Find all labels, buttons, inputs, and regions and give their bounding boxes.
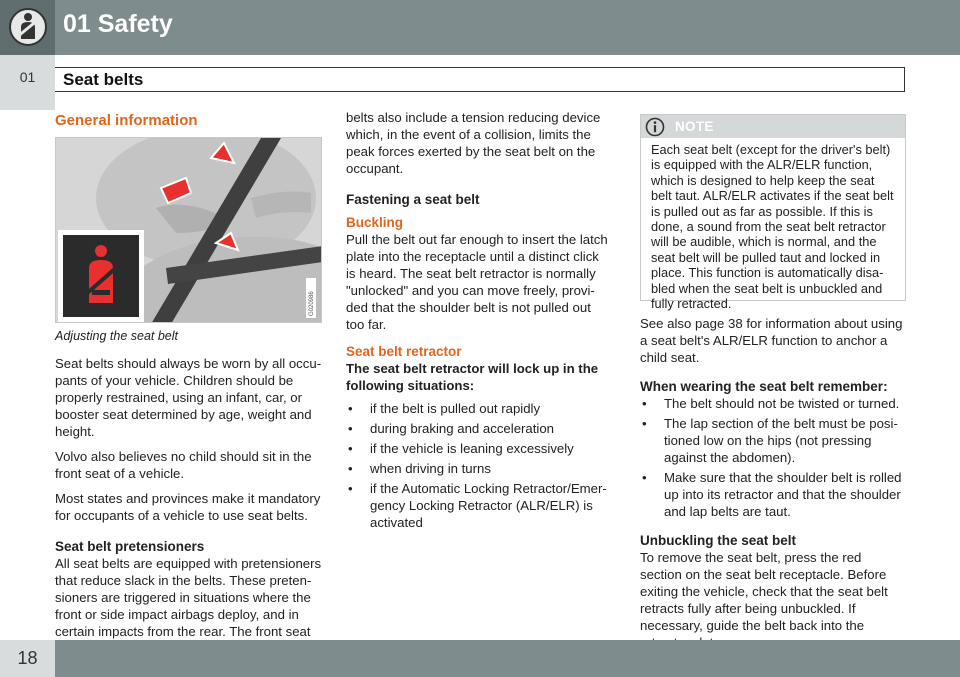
list-item: • The belt should not be twisted or turned. <box>640 395 906 412</box>
column-1 <box>55 112 325 648</box>
chapter-title: 01 Safety <box>63 10 173 38</box>
paragraph: To remove the seat belt, press the red section on the seat belt receptacle. Before exiting the vehicle, check that the seat belt retracts fully after being unbuckled. If necessary, guide the belt back into the <box>640 550 888 633</box>
chapter-number: 01 <box>19 69 36 85</box>
section-title: Seat belts <box>63 70 144 89</box>
page-number: 18 <box>17 648 38 668</box>
retractor-list <box>346 400 611 531</box>
bottom-bar <box>0 640 960 677</box>
section-bar <box>55 67 905 92</box>
paragraph: belts also include a tension reducing device which, in the event of a collision, limits the peak forces exerted by the seat belt on the occupant. <box>346 110 601 176</box>
paragraph: See also page 38 for information about using a seat belt's ALR/ELR function to anchor a child seat. <box>640 316 903 365</box>
seat-belt-figure <box>55 137 322 323</box>
note-label: NOTE <box>675 119 714 134</box>
safety-logo <box>0 0 55 55</box>
list-item: • Make sure that the shoulder belt is rolled up into its retractor and that the shoulder and lap belts are taut. <box>640 469 906 520</box>
retractor-heading: Seat belt retractor <box>346 344 462 359</box>
seat-belt-illustration <box>56 138 322 323</box>
unbuckling-heading: Unbuckling the seat belt <box>640 533 797 548</box>
figure-code: G020986 <box>309 291 315 316</box>
retractor-lead: The seat belt retractor will lock up in the following situations: <box>346 361 599 393</box>
buckling-heading: Buckling <box>346 215 404 230</box>
column-2 <box>346 109 611 534</box>
general-info-heading: General information <box>55 112 198 129</box>
note-box <box>640 114 906 312</box>
paragraph: Pull the belt out far enough to insert the latch plate into the receptacle until a distinct click is heard. The seat belt retractor is normally "unlocked" and you can move freely, provi-ded that the shoulder belt is not pulled out too far. <box>346 232 608 332</box>
list-item: • when driving in turns <box>346 460 611 477</box>
list-item: • if the vehicle is leaning excessively <box>346 440 611 457</box>
list-item: • The lap section of the belt must be posi-tioned low on the hips (not pressing against the abdomen). <box>640 415 906 466</box>
note-text: Each seat belt (except for the driver's belt) is equipped with the ALR/ELR function, which is designed to help keep the seat belt taut. ALR/ELR activates if the seat belt is pulled out as far as possible. If this is done, a sound from the seat belt retractor will be audible, which is normal, and the seat belt will be pulled taut and locked in place. This function is automatically disa-bled when the seat belt is unbuckled and fully retracted. <box>651 142 894 312</box>
paragraph: Seat belts should always be worn by all occu-pants of your vehicle. Children should be properly restrained, using an infant, car, or booster seat determined by age, weight and height. <box>55 356 322 439</box>
list-item: • if the belt is pulled out rapidly <box>346 400 611 417</box>
paragraph: All seat belts are equipped with pretensioners that reduce slack in the belts. These preten-sioners are triggered in situations where the front or side impact airbags deploy, and in certain impacts from the rear. The front seat <box>55 556 322 639</box>
info-icon <box>645 117 665 137</box>
note-header <box>641 115 905 138</box>
column-3 <box>640 114 906 659</box>
seatbelt-logo-icon <box>8 7 48 47</box>
remember-list <box>640 395 906 520</box>
figure-caption: Adjusting the seat belt <box>55 329 178 343</box>
paragraph: Most states and provinces make it mandatory for occupants of a vehicle to use seat belts. <box>55 491 321 523</box>
list-item: • during braking and acceleration <box>346 420 611 437</box>
paragraph: Volvo also believes no child should sit in the front seat of a vehicle. <box>55 449 312 481</box>
fastening-heading: Fastening a seat belt <box>346 192 480 207</box>
pretensioners-heading: Seat belt pretensioners <box>55 539 205 554</box>
remember-heading: When wearing the seat belt remember: <box>640 379 888 394</box>
list-item: • if the Automatic Locking Retractor/Emer-gency Locking Retractor (ALR/ELR) is activated <box>346 480 611 531</box>
